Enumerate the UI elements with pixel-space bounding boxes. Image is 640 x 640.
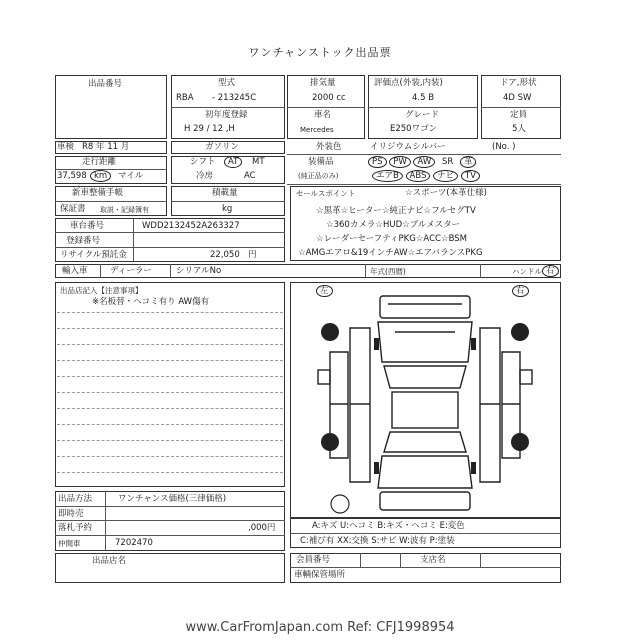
branch-label: 支店名	[420, 555, 446, 565]
contract-value: 7202470	[115, 538, 153, 548]
color-value: イリジウムシルバー	[370, 142, 446, 152]
handle-value: 右	[542, 265, 559, 277]
equip-sr: SR	[441, 157, 454, 167]
contract-label: 仲間車	[58, 539, 81, 548]
cc-label: 排気量	[310, 78, 336, 88]
ac-label: 冷房	[196, 171, 214, 181]
import-label: 輸入車	[62, 266, 88, 276]
equip-tv: TV	[461, 170, 480, 182]
mileage-unit-wrap	[90, 170, 111, 182]
notes-ruled-line	[57, 328, 283, 329]
notes-ruled-line	[57, 408, 283, 409]
inspection-label: 車検	[57, 142, 75, 152]
location-label: 車輌保管場所	[294, 570, 346, 580]
selling-point-2: ☆360カメラ☆HUD☆ブルメスター	[326, 220, 461, 230]
equip-leather: 革	[460, 156, 477, 168]
sheet-title: ワンチャンストック出品票	[248, 46, 392, 59]
cc-value: 2000 cc	[312, 93, 346, 103]
legend-line-1: A:キズ U:ヘコミ B:キズ・ヘコミ E:変色	[312, 521, 465, 531]
selling-point-1: ☆黒革☆ヒーター☆純正ナビ☆フルセグTV	[316, 206, 476, 216]
notes-ruled-line	[57, 392, 283, 393]
mileage-unit: km	[90, 170, 111, 182]
equip-airbag: エアB	[372, 170, 403, 182]
chassis-value: WDD2132452A263327	[142, 221, 240, 231]
color-label: 外装色	[316, 142, 342, 152]
price-row-reserve: 落札予約	[58, 523, 93, 533]
handle-value-wrap	[542, 265, 559, 277]
warranty-note: 取説・記録簿有	[100, 206, 149, 214]
grade-value: 4.5 B	[412, 93, 435, 103]
diagram-left: 左	[316, 285, 333, 297]
notes-ruled-line	[57, 424, 283, 425]
equip-row-1	[368, 156, 476, 168]
footer-reference: www.CarFromJapan.com Ref: CFJ1998954	[185, 620, 455, 635]
equip-sub-label: (純正品のみ)	[298, 172, 339, 180]
make-value: Mercedes	[300, 126, 334, 134]
shop-box	[55, 553, 285, 583]
mileage-value: 37,598	[57, 171, 87, 181]
shift-at-wrap	[224, 156, 242, 168]
equip-label: 装備品	[308, 157, 334, 167]
grade-name-value: E250ワゴン	[390, 124, 438, 134]
selling-point-3: ☆レーダーセーフティPKG☆ACC☆BSM	[316, 234, 467, 244]
inspection-value: R8 年 11 月	[82, 142, 130, 152]
notes-ruled-line	[57, 376, 283, 377]
sales-label: セールスポイント	[296, 189, 356, 198]
notes-ruled-line	[57, 440, 283, 441]
equip-navi: ナビ	[433, 170, 458, 182]
handle-label: ハンドル	[512, 267, 542, 276]
equip-aw: AW	[413, 156, 435, 168]
load-label: 積載量	[212, 188, 238, 198]
price-method-label: 出品方法	[58, 494, 93, 504]
model-prefix: RBA	[176, 93, 194, 103]
chassis-label: 車台番号	[70, 221, 105, 231]
mileage-label: 走行距離	[82, 157, 117, 167]
dealer-label: ディーラー	[110, 266, 152, 276]
notes-ruled-line	[57, 456, 283, 457]
legend-line-2: C:補び有 XX:交換 S:サビ W:波有 P:塗装	[300, 536, 455, 546]
grade-label: 評価点(外装,内装)	[374, 78, 443, 88]
notes-ruled-line	[57, 312, 283, 313]
member-label: 会員番号	[296, 555, 331, 565]
price-value: ,000円	[248, 523, 276, 533]
price-row-instant: 即時売	[58, 509, 84, 519]
new-book-label: 新車整備手帳	[72, 188, 124, 198]
shift-mt: MT	[252, 157, 265, 167]
load-unit: kg	[222, 204, 233, 214]
notes-ruled-line	[57, 344, 283, 345]
recycle-value: 22,050	[210, 250, 240, 260]
serial-label: シリアルNo	[176, 266, 222, 276]
shift-at: AT	[224, 156, 242, 168]
recycle-label: リサイクル預託金	[60, 250, 127, 260]
first-reg-value: H 29 / 12 ,H	[184, 124, 235, 134]
capacity-label: 定員	[510, 110, 528, 120]
model-code: - 213245C	[212, 93, 257, 103]
ac-value: AC	[244, 171, 256, 181]
diagram-right: 右	[512, 285, 529, 297]
model-label: 型式	[218, 78, 236, 88]
door-label: ドア,形状	[500, 78, 537, 88]
notes-ruled-line	[57, 472, 283, 473]
fuel-label: ガソリン	[205, 142, 240, 152]
equip-pw: PW	[389, 156, 411, 168]
color-number: (No. )	[492, 142, 516, 152]
notes-label: 出品店記入【注意事項】	[60, 286, 143, 295]
equip-ps: PS	[368, 156, 387, 168]
shift-label: シフト	[190, 157, 216, 167]
lot-number-label: 出品番号	[88, 79, 123, 89]
equip-row-2	[372, 170, 480, 182]
model-no-label: 登録番号	[66, 236, 101, 246]
equip-abs: ABS	[406, 170, 431, 182]
notes-text: ※名板替・ヘコミ有り AW傷有	[92, 297, 210, 307]
first-reg-label: 初年度登録	[205, 110, 248, 120]
notes-ruled-line	[57, 360, 283, 361]
door-value: 4D SW	[503, 93, 532, 103]
grade-name-label: グレード	[405, 110, 440, 120]
recycle-unit: 円	[248, 250, 257, 260]
shop-label: 出品店名	[92, 556, 127, 566]
mileage-alt-unit: マイル	[118, 171, 144, 181]
sales-title: ☆スポーツ(本革仕様)	[405, 188, 487, 198]
selling-point-4: ☆AMGエアロ&19インチAW☆エアバランスPKG	[298, 248, 483, 258]
year-label: 年式(西暦)	[370, 267, 406, 276]
car-damage-diagram	[300, 292, 550, 517]
warranty-label: 保証書	[60, 204, 86, 214]
capacity-value: 5人	[512, 124, 526, 134]
price-method-value: ワンチャンス価格(三律価格)	[118, 494, 227, 504]
make-label: 車名	[314, 110, 332, 120]
